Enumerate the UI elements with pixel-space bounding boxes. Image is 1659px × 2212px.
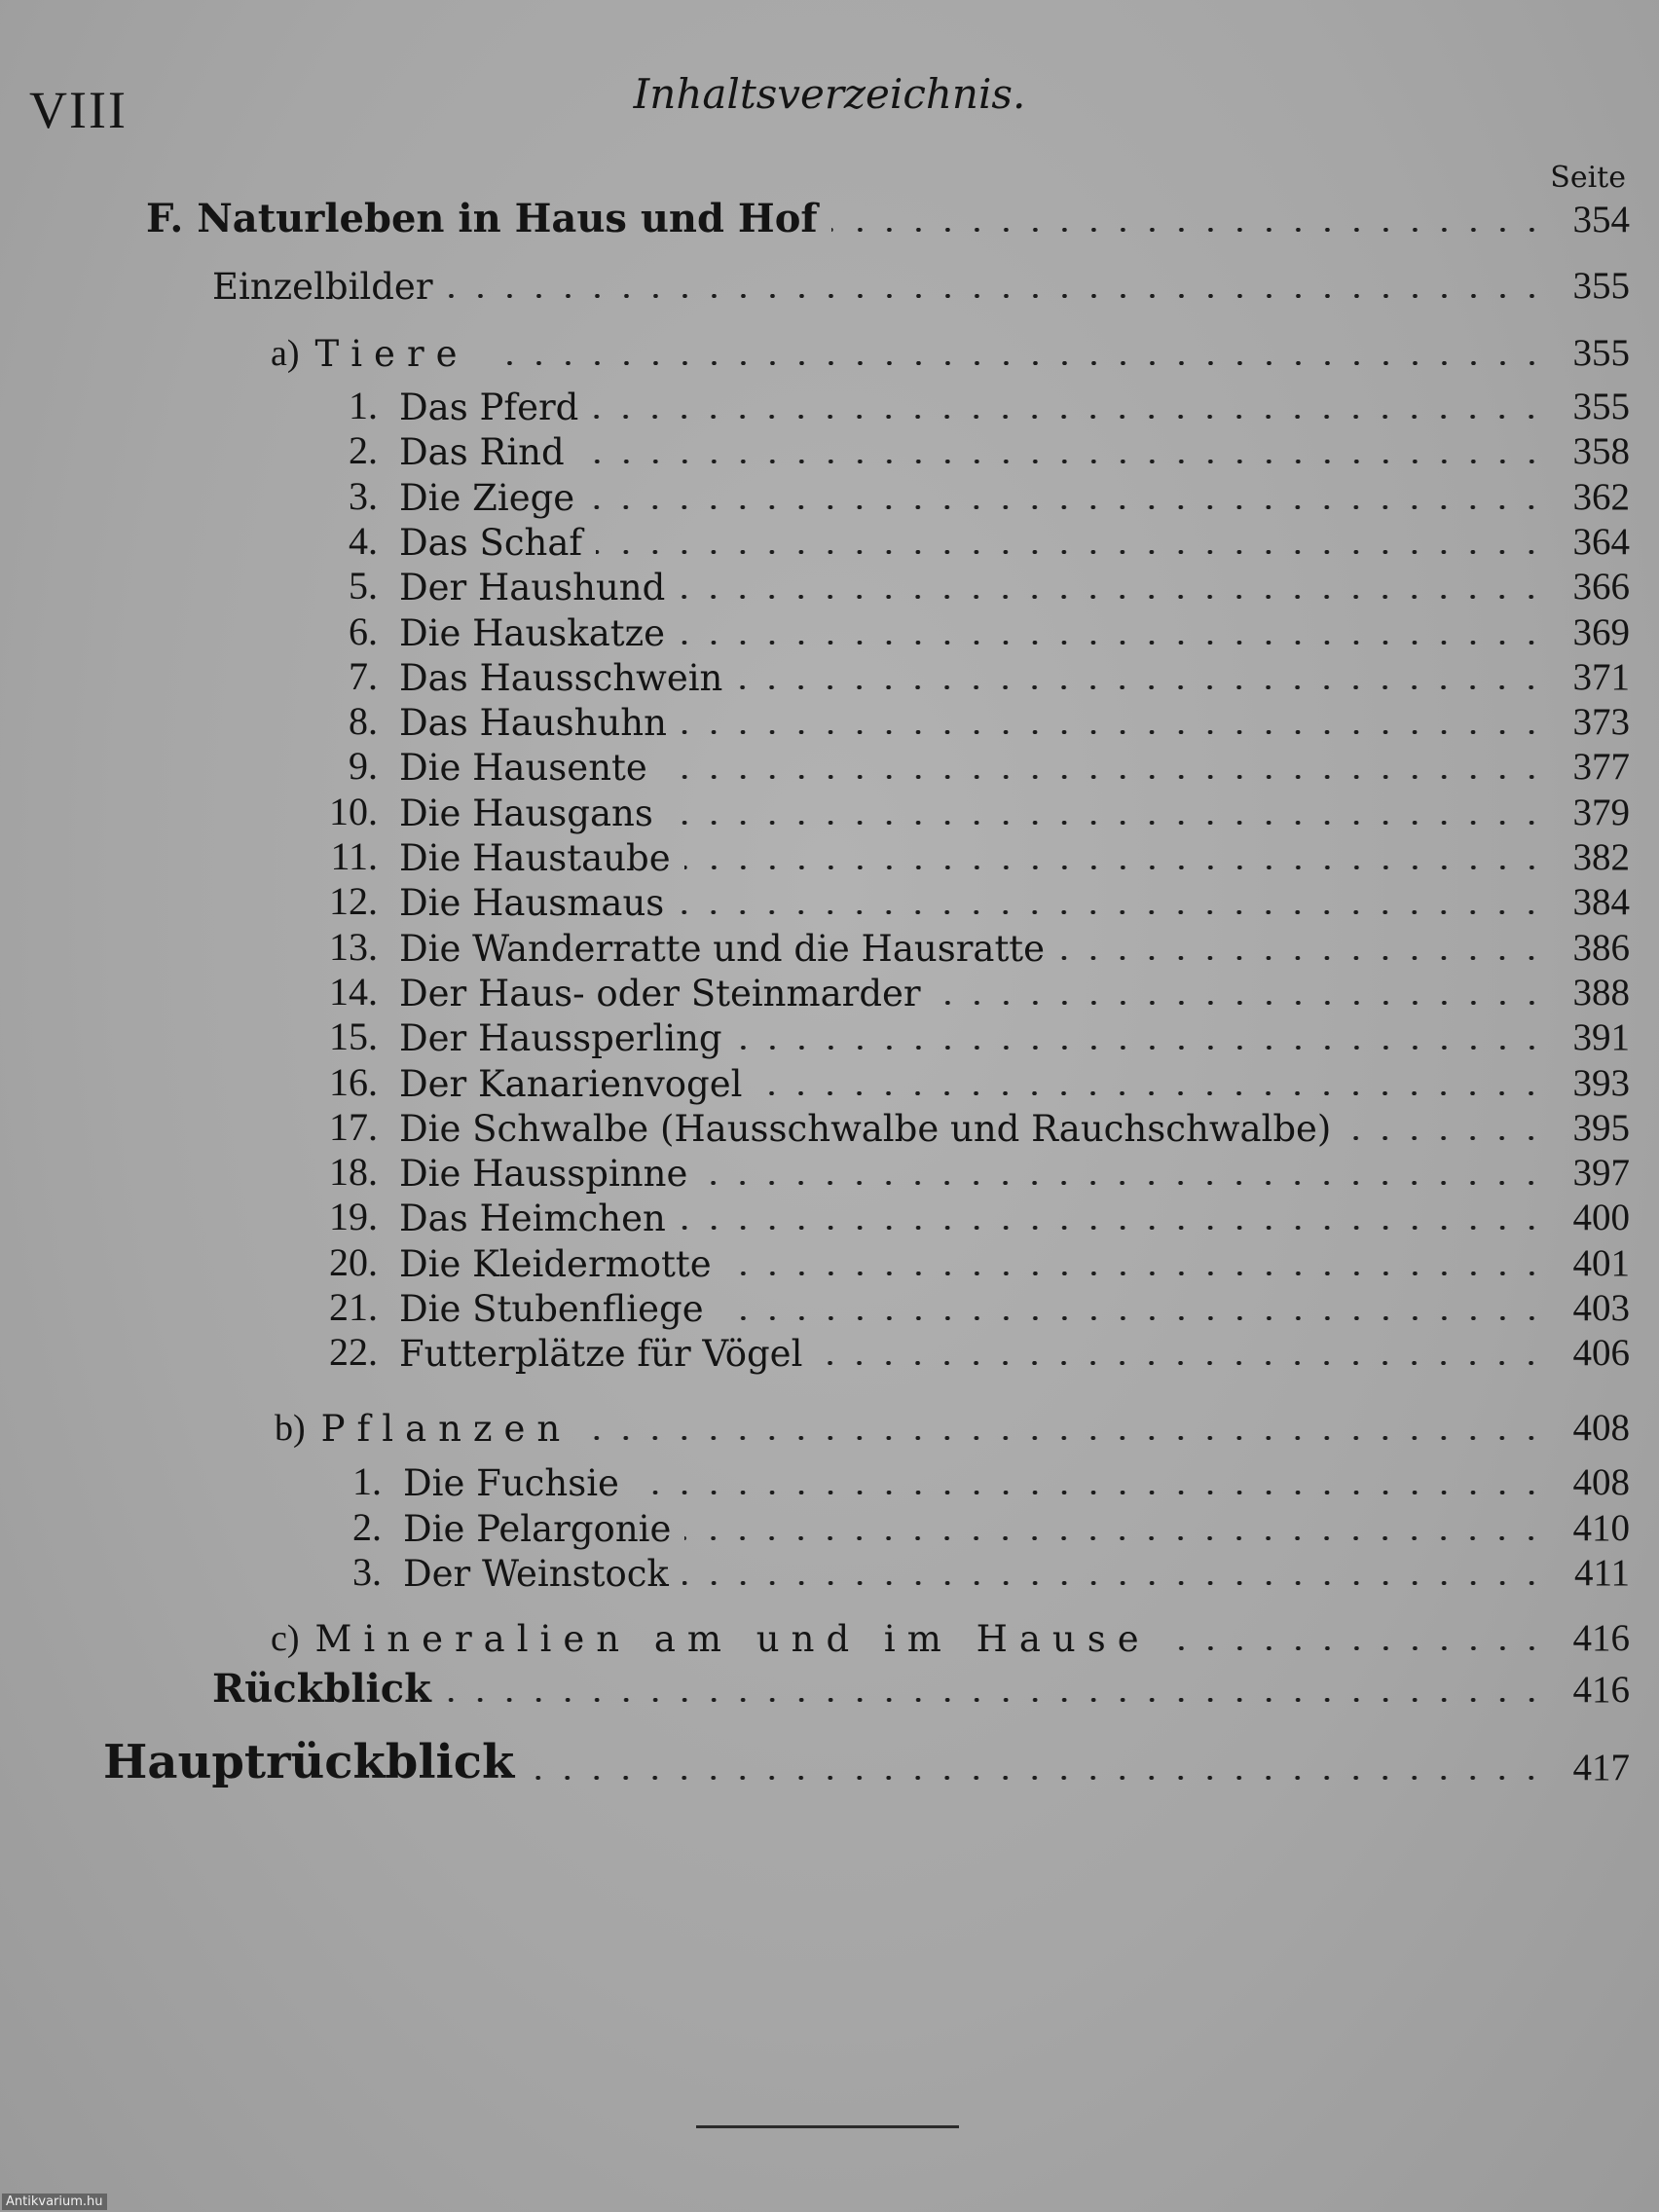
toc-item-page: 410	[1572, 1506, 1630, 1549]
toc-item-page: 395	[1572, 1106, 1630, 1149]
toc-item	[313, 1058, 1630, 1105]
toc-item-number: 22.	[329, 1330, 378, 1375]
toc-item-number: 2.	[352, 1504, 382, 1549]
toc-item-page: 369	[1572, 610, 1630, 653]
toc-item-page: 391	[1572, 1016, 1630, 1059]
toc-item	[313, 382, 1630, 428]
dot-leader	[592, 415, 1546, 419]
toc-item-page: 373	[1572, 701, 1630, 744]
toc-item-page: 388	[1572, 971, 1630, 1014]
toc-item-number: 15.	[329, 1014, 378, 1059]
toc-item	[313, 968, 1630, 1014]
toc-item-title: Das Schaf	[399, 521, 583, 564]
toc-item-number: 7.	[349, 653, 378, 698]
toc-item-number: 13.	[329, 924, 378, 969]
toc-item-page: 411	[1573, 1552, 1630, 1594]
toc-item	[313, 1193, 1630, 1239]
toc-item-title: Der Haushund	[399, 567, 666, 609]
toc-item-number: 3.	[352, 1550, 382, 1594]
toc-item-number: 6.	[349, 608, 378, 653]
toc-item	[313, 652, 1630, 699]
toc-item	[313, 1238, 1630, 1285]
toc-item-page: 377	[1572, 746, 1630, 789]
toc-item	[313, 1328, 1630, 1375]
dot-leader	[736, 685, 1546, 689]
toc-item-title: Der Haussperling	[399, 1017, 722, 1060]
dot-leader	[935, 1001, 1546, 1005]
toc-item-title: Das Hausschwein	[399, 656, 723, 699]
toc-item-number: 2.	[349, 428, 378, 473]
toc-item-title: Die Wanderratte und die Hausratte	[399, 927, 1046, 970]
toc-item	[313, 1103, 1630, 1150]
toc-item	[313, 1148, 1630, 1195]
toc-page: 355	[1572, 332, 1630, 374]
toc-item-title: Das Pferd	[399, 387, 579, 428]
toc-page: 408	[1572, 1407, 1630, 1449]
toc-title: F. Naturleben in Haus und Hof	[146, 196, 818, 241]
toc-item-page: 406	[1572, 1332, 1630, 1375]
dot-leader	[718, 1316, 1546, 1320]
dot-leader	[816, 1361, 1546, 1365]
toc-item-title: Futterplätze für Vögel	[399, 1333, 803, 1376]
toc-item	[313, 877, 1630, 924]
toc-item-number: 14.	[329, 969, 378, 1014]
toc-item-number: 9.	[349, 744, 378, 789]
toc-page: 354	[1572, 199, 1630, 240]
running-title: Inhaltsverzeichnis.	[633, 70, 1026, 118]
toc-item-title: Die Pelargonie	[403, 1507, 672, 1550]
toc-item-page: 366	[1572, 566, 1630, 608]
toc-item-page: 386	[1572, 926, 1630, 969]
toc-item-page: 364	[1572, 520, 1630, 563]
toc-title: Rückblick	[212, 1666, 431, 1712]
toc-item-page: 401	[1572, 1241, 1630, 1284]
toc-item-page: 379	[1572, 791, 1630, 833]
toc-title: Pflanzen	[320, 1408, 572, 1450]
toc-item-page: 355	[1572, 386, 1630, 427]
toc-rueckblick	[212, 1665, 1630, 1712]
dot-leader	[578, 460, 1546, 463]
toc-item-page: 403	[1572, 1287, 1630, 1329]
toc-item	[317, 1457, 1630, 1504]
dot-leader	[684, 866, 1546, 869]
dot-leader	[679, 595, 1546, 599]
toc-page: 416	[1572, 1669, 1630, 1711]
toc-item-number: 3.	[349, 473, 378, 518]
toc-item	[313, 697, 1630, 744]
toc-item	[317, 1548, 1630, 1595]
toc-item-title: Die Hausspinne	[399, 1153, 688, 1196]
toc-title: Hauptrückblick	[103, 1735, 515, 1789]
toc-letter: b)	[275, 1408, 306, 1449]
dot-leader	[447, 294, 1546, 298]
toc-page: 416	[1572, 1617, 1630, 1659]
toc-item	[313, 472, 1630, 519]
toc-item-page: 393	[1572, 1061, 1630, 1104]
dot-leader	[679, 641, 1546, 645]
toc-item-title: Das Haushuhn	[399, 702, 667, 745]
toc-page: 417	[1572, 1747, 1630, 1788]
dot-leader	[736, 1046, 1546, 1050]
toc-item	[313, 742, 1630, 789]
toc-item-title: Die Kleidermotte	[399, 1242, 712, 1285]
toc-item-title: Die Haustaube	[399, 837, 671, 879]
toc-item-title: Die Hauskatze	[399, 611, 666, 654]
dot-leader	[831, 228, 1546, 232]
toc-item	[313, 562, 1630, 608]
toc-einzelbilder	[212, 261, 1630, 308]
toc-item-page: 362	[1572, 475, 1630, 518]
page-column-label: Seite	[1550, 161, 1626, 195]
toc-item-number: 5.	[349, 564, 378, 608]
toc-pflanzen	[275, 1403, 1630, 1450]
watermark: Antikvarium.hu	[2, 2194, 107, 2210]
toc-item-page: 371	[1572, 655, 1630, 698]
dot-leader	[633, 1491, 1546, 1494]
dot-leader	[528, 1776, 1546, 1780]
toc-item	[313, 1013, 1630, 1059]
toc-item	[313, 517, 1630, 564]
dot-leader	[588, 505, 1546, 509]
toc-item-number: 21.	[329, 1285, 378, 1329]
toc-item-number: 18.	[329, 1150, 378, 1195]
toc-item-title: Die Hausente	[399, 747, 647, 790]
toc-item-number: 1.	[349, 384, 378, 427]
toc-item-page: 408	[1572, 1461, 1630, 1503]
toc-page: 355	[1572, 265, 1630, 307]
toc-item-page: 358	[1572, 430, 1630, 473]
toc-item	[313, 426, 1630, 473]
toc-mineralien	[271, 1613, 1630, 1660]
toc-item	[313, 1283, 1630, 1330]
toc-item-title: Der Haus- oder Steinmarder	[399, 972, 921, 1014]
toc-item	[313, 788, 1630, 834]
toc-item-title: Die Hausmaus	[399, 882, 665, 925]
dot-leader	[678, 910, 1546, 914]
toc-item	[313, 832, 1630, 879]
dot-leader	[483, 361, 1546, 365]
toc-item-page: 382	[1572, 836, 1630, 878]
dot-leader	[756, 1091, 1546, 1095]
toc-item-title: Die Hausgans	[399, 792, 653, 834]
toc-item-number: 16.	[329, 1059, 378, 1104]
dot-leader	[1345, 1136, 1546, 1140]
dot-leader	[661, 775, 1546, 779]
toc-item	[313, 608, 1630, 654]
toc-item	[313, 923, 1630, 970]
toc-item-title: Die Fuchsie	[403, 1462, 619, 1504]
toc-item-number: 8.	[349, 699, 378, 744]
dot-leader	[681, 730, 1546, 734]
toc-item-number: 1.	[352, 1459, 382, 1503]
dot-leader	[680, 1226, 1546, 1230]
toc-section-f	[146, 195, 1630, 241]
dot-leader	[667, 821, 1546, 825]
dot-leader	[684, 1536, 1546, 1540]
toc-item-number: 10.	[329, 789, 378, 833]
toc-hauptrueckblick	[103, 1735, 1630, 1789]
toc-item-page: 400	[1572, 1197, 1630, 1239]
dot-leader	[1164, 1646, 1546, 1650]
toc-item	[317, 1503, 1630, 1550]
dot-leader	[596, 550, 1546, 554]
toc-letter: a)	[271, 333, 300, 374]
toc-item-number: 4.	[349, 518, 378, 563]
toc-title: Mineralien am und im Hause	[314, 1618, 1151, 1660]
dot-leader	[1058, 956, 1546, 960]
toc-tiere	[271, 328, 1630, 375]
toc-item-title: Der Kanarienvogel	[399, 1062, 743, 1105]
dot-leader	[682, 1581, 1546, 1585]
toc-item-number: 19.	[329, 1195, 378, 1239]
toc-letter: c)	[271, 1618, 300, 1659]
dot-leader	[445, 1698, 1546, 1702]
toc-item-number: 20.	[329, 1239, 378, 1284]
toc-item-title: Der Weinstock	[403, 1553, 669, 1595]
toc-item-title: Die Ziege	[399, 476, 575, 519]
toc-title: Tiere	[314, 333, 469, 375]
toc-item-title: Die Schwalbe (Hausschwalbe und Rauchschwalbe)	[399, 1107, 1332, 1150]
toc-item-page: 384	[1572, 881, 1630, 924]
toc-item-number: 11.	[330, 834, 378, 878]
dot-leader	[725, 1272, 1546, 1275]
dot-leader	[701, 1181, 1546, 1185]
toc-item-number: 12.	[329, 879, 378, 924]
dot-leader	[585, 1436, 1546, 1440]
toc-title: Einzelbilder	[212, 266, 433, 308]
toc-item-page: 397	[1572, 1152, 1630, 1195]
toc-item-number: 17.	[329, 1104, 378, 1149]
toc-item-title: Die Stubenfliege	[399, 1288, 704, 1330]
toc-item-title: Das Heimchen	[399, 1198, 666, 1240]
page-number: VIII	[29, 81, 128, 139]
toc-item-title: Das Rind	[399, 431, 565, 474]
closing-rule	[696, 2125, 959, 2128]
